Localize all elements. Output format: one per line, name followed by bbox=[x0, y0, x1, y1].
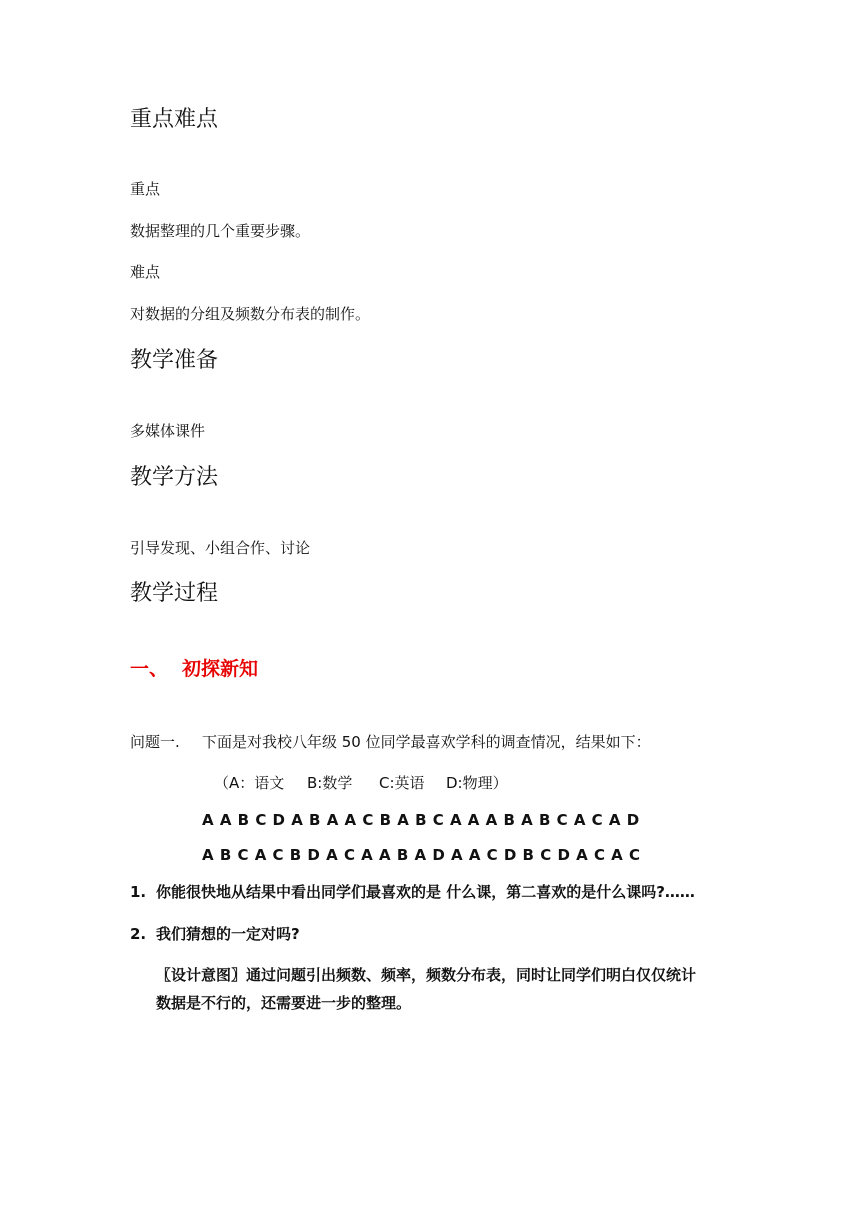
key-point-text: 数据整理的几个重要步骤。 bbox=[130, 222, 311, 240]
heading-key-difficult: 重点难点 bbox=[130, 107, 219, 132]
option-d: D:物理） bbox=[446, 774, 508, 792]
preparation-text: 多媒体课件 bbox=[130, 422, 206, 440]
question-label: 问题一. bbox=[130, 733, 180, 751]
method-text: 引导发现、小组合作、讨论 bbox=[130, 539, 311, 557]
design-intent-line-1: 〖设计意图〗通过问题引出频数、频率，频数分布表，同时让同学们明白仅仅统计 bbox=[156, 966, 697, 984]
part1-title: 初探新知 bbox=[182, 658, 259, 680]
q2-number: 2. bbox=[130, 925, 147, 943]
design-intent-line-2: 数据是不行的，还需要进一步的整理。 bbox=[156, 994, 412, 1012]
option-b: B:数学 bbox=[307, 774, 353, 792]
heading-method: 教学方法 bbox=[130, 465, 219, 490]
question-text: 下面是对我校八年级 50 位同学最喜欢学科的调查情况，结果如下： bbox=[202, 733, 651, 751]
difficult-point-label: 难点 bbox=[130, 263, 161, 281]
part1-number: 一、 bbox=[130, 658, 169, 680]
response-sequence-line-2: A B C A C B D A C A A B A D A A C D B C D A C A C bbox=[202, 846, 641, 864]
q1-text: 你能很快地从结果中看出同学们最喜欢的是 什么课，第二喜欢的是什么课吗?…… bbox=[156, 883, 695, 901]
difficult-point-text: 对数据的分组及频数分布表的制作。 bbox=[130, 305, 371, 323]
heading-preparation: 教学准备 bbox=[130, 348, 219, 373]
heading-process: 教学过程 bbox=[130, 581, 219, 606]
q2-text: 我们猜想的一定对吗? bbox=[156, 925, 300, 943]
q1-number: 1. bbox=[130, 883, 147, 901]
key-point-label: 重点 bbox=[130, 180, 161, 198]
response-sequence-line-1: A A B C D A B A A C B A B C A A A B A B C A C A D bbox=[202, 811, 640, 829]
option-c: C:英语 bbox=[379, 774, 425, 792]
option-a: （A：语文 bbox=[214, 774, 285, 792]
